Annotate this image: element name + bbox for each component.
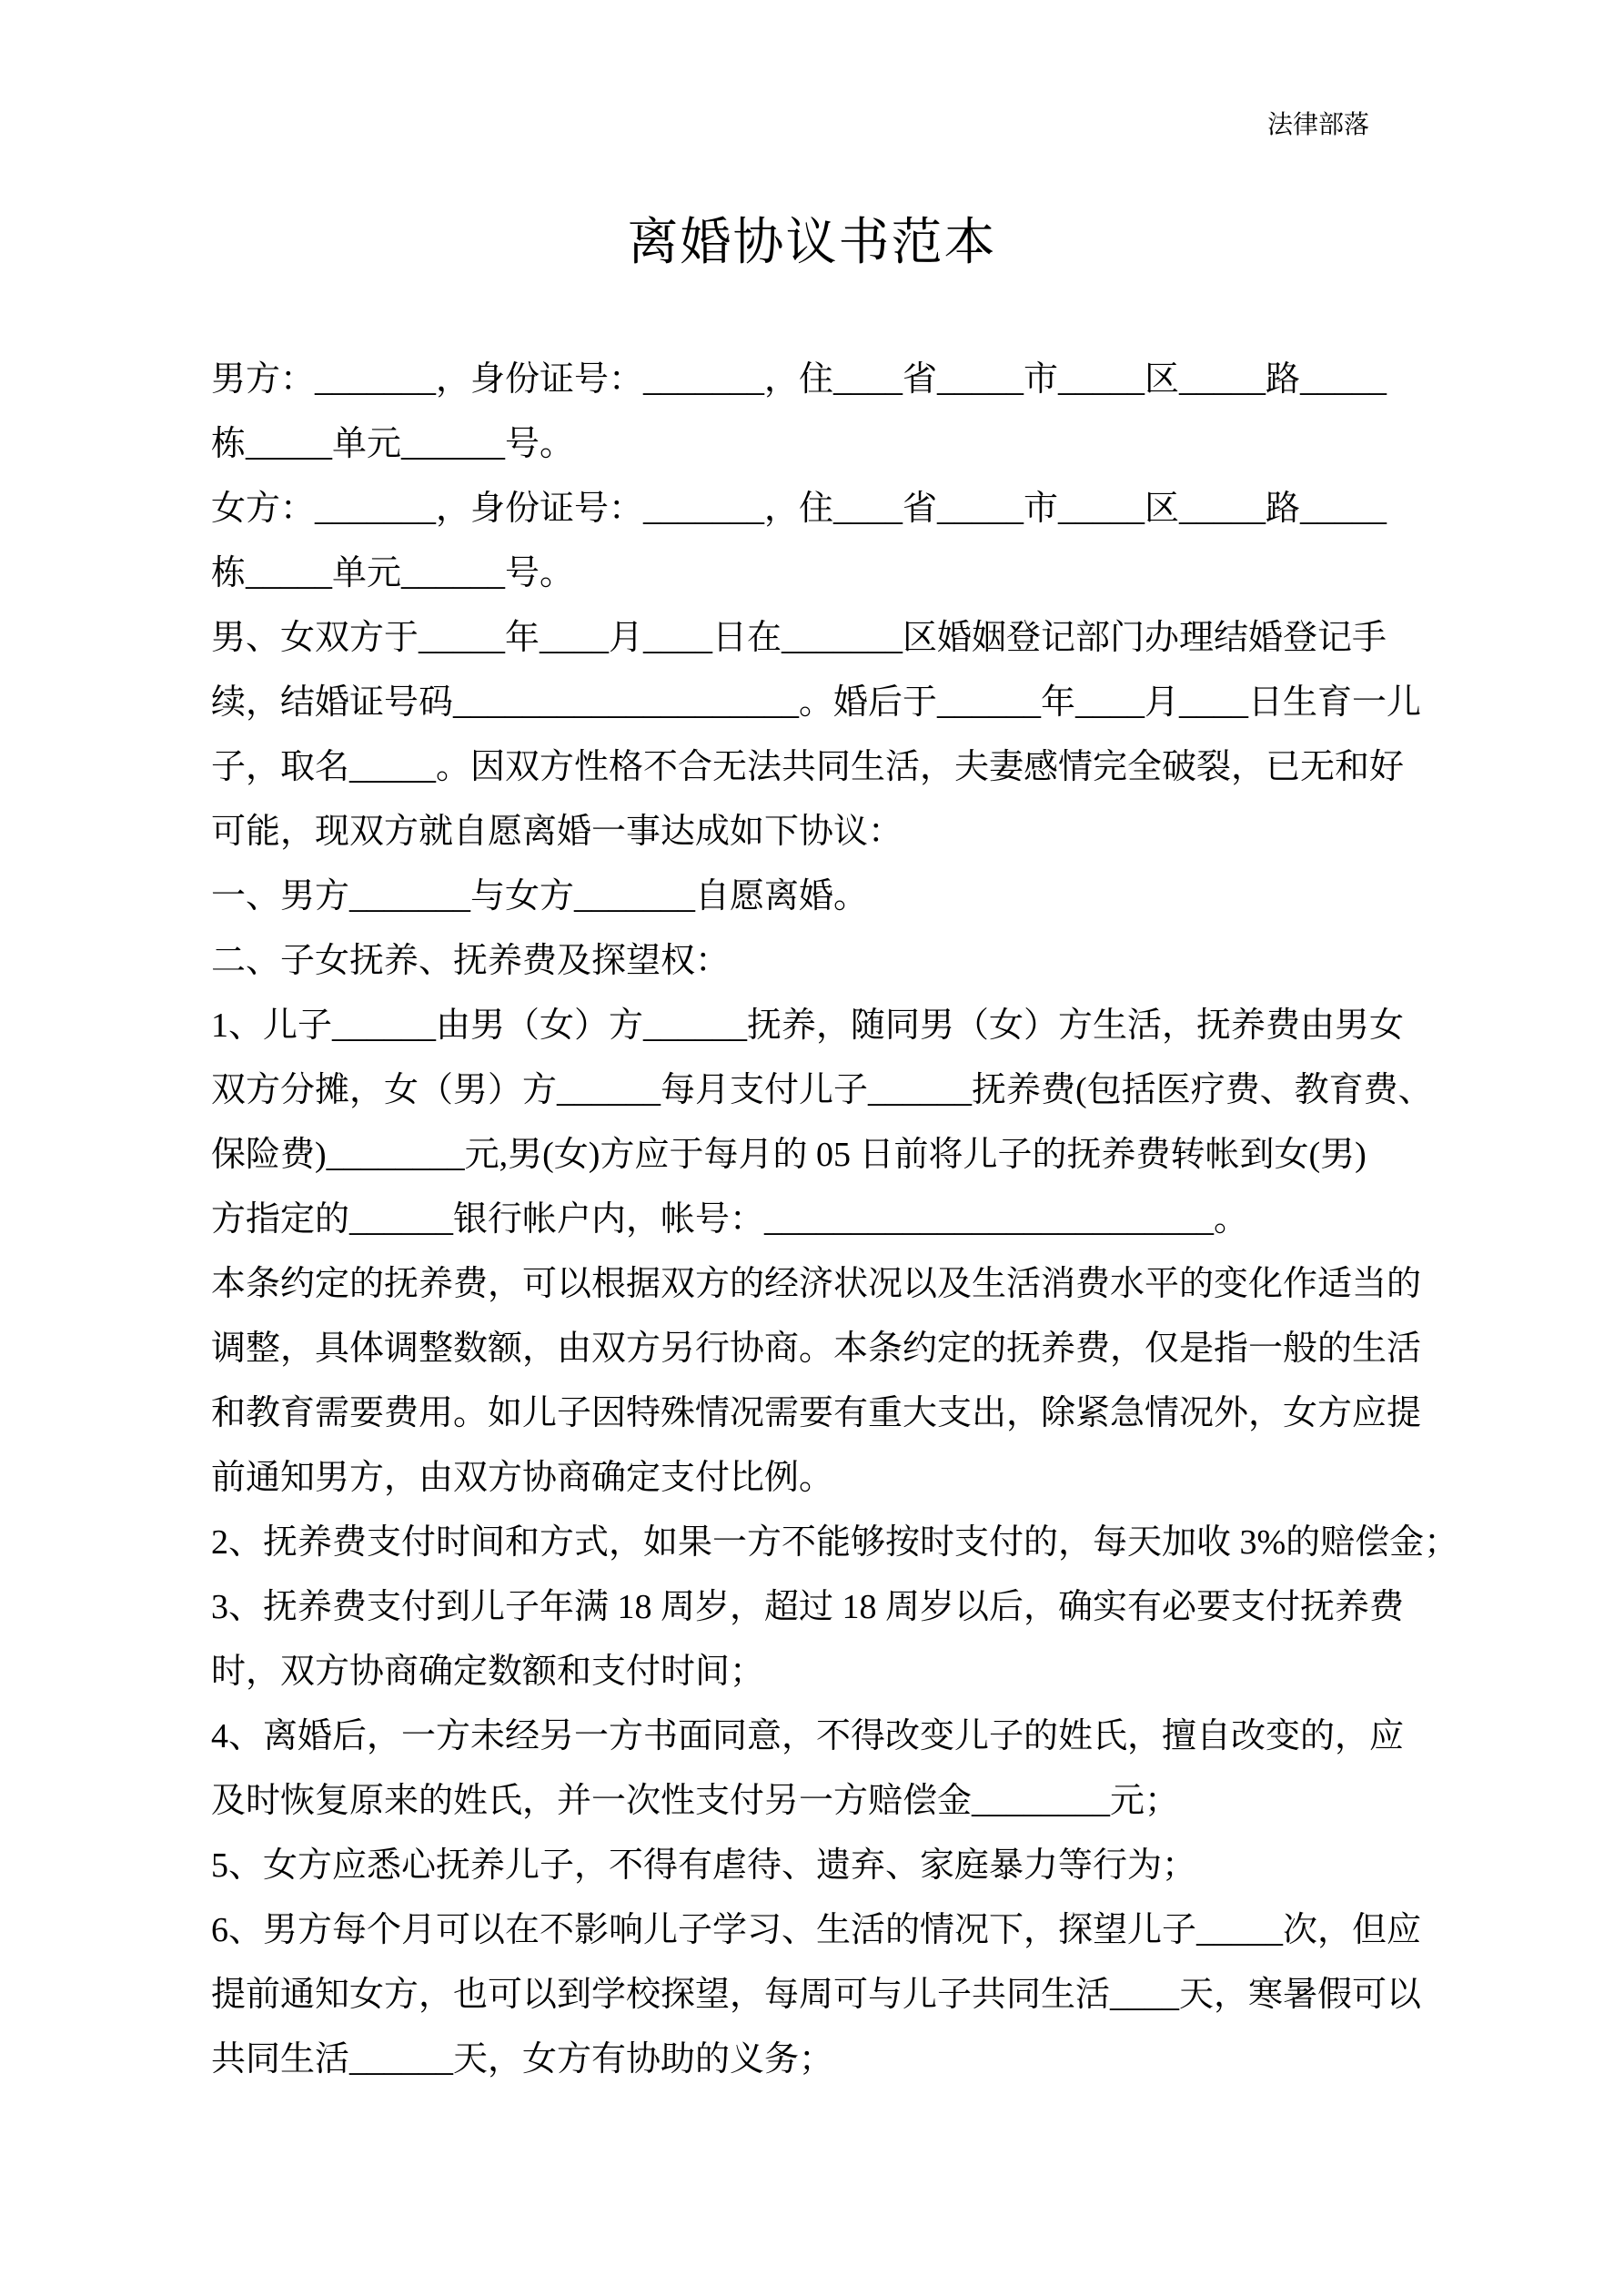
document-line: 及时恢复原来的姓氏，并一次性支付另一方赔偿金________元；	[211, 1782, 1180, 1820]
document-line: 本条约定的抚养费，可以根据双方的经济状况以及生活消费水平的变化作适当的	[211, 1265, 1422, 1303]
document-line: 一、男方_______与女方_______自愿离婚。	[211, 877, 869, 915]
document-line: 二、子女抚养、抚养费及探望权：	[211, 942, 731, 980]
document-line: 续，结婚证号码____________________。婚后于______年____月____日生育一儿	[211, 683, 1422, 722]
document-line: 1、儿子______由男（女）方______抚养，随同男（女）方生活，抚养费由男女	[211, 1006, 1405, 1045]
document-line: 2、抚养费支付时间和方式，如果一方不能够按时支付的，每天加收 3%的赔偿金；	[211, 1523, 1459, 1562]
document-line: 女方：_______，身份证号：_______，住____省_____市_____区_____路_____	[211, 490, 1387, 528]
document-line: 男方：_______，身份证号：_______，住____省_____市_____区_____路_____	[211, 360, 1387, 399]
document-line: 提前通知女方，也可以到学校探望，每周可与儿子共同生活____天，寒暑假可以	[211, 1976, 1422, 2014]
document-line: 方指定的______银行帐户内，帐号：__________________________。	[211, 1200, 1249, 1239]
document-line: 栋_____单元______号。	[211, 554, 575, 592]
header-watermark-label: 法律部落	[1266, 111, 1369, 139]
document-line: 时，双方协商确定数额和支付时间；	[211, 1653, 765, 1691]
document-line: 5、女方应悉心抚养儿子，不得有虐待、遗弃、家庭暴力等行为；	[211, 1846, 1197, 1885]
document-line: 4、离婚后，一方未经另一方书面同意，不得改变儿子的姓氏，擅自改变的，应	[211, 1717, 1405, 1755]
document-line: 男、女双方于_____年____月____日在_______区婚姻登记部门办理结婚登记手	[211, 619, 1387, 657]
document-line: 子，取名_____。因双方性格不合无法共同生活，夫妻感情完全破裂，已无和好	[211, 748, 1405, 786]
document-line: 栋_____单元______号。	[211, 425, 575, 463]
document-line: 保险费)________元,男(女)方应于每月的 05 日前将儿子的抚养费转帐到女(男)	[211, 1136, 1367, 1174]
document-line: 双方分摊，女（男）方______每月支付儿子______抚养费(包括医疗费、教育费、	[211, 1071, 1433, 1109]
document-title: 离婚协议书范本	[627, 215, 997, 271]
document-line: 共同生活______天，女方有协助的义务；	[211, 2040, 834, 2079]
document-line: 和教育需要费用。如儿子因特殊情况需要有重大支出，除紧急情况外，女方应提	[211, 1394, 1422, 1432]
document-line: 可能，现双方就自愿离婚一事达成如下协议：	[211, 813, 903, 851]
document-line: 前通知男方，由双方协商确定支付比例。	[211, 1459, 834, 1497]
document-line: 调整，具体调整数额，由双方另行协商。本条约定的抚养费，仅是指一般的生活	[211, 1330, 1422, 1368]
document-body	[211, 348, 1459, 2092]
document-line: 3、抚养费支付到儿子年满 18 周岁，超过 18 周岁以后，确实有必要支付抚养费	[211, 1588, 1405, 1626]
document-line: 6、男方每个月可以在不影响儿子学习、生活的情况下，探望儿子_____次，但应	[211, 1911, 1422, 1949]
